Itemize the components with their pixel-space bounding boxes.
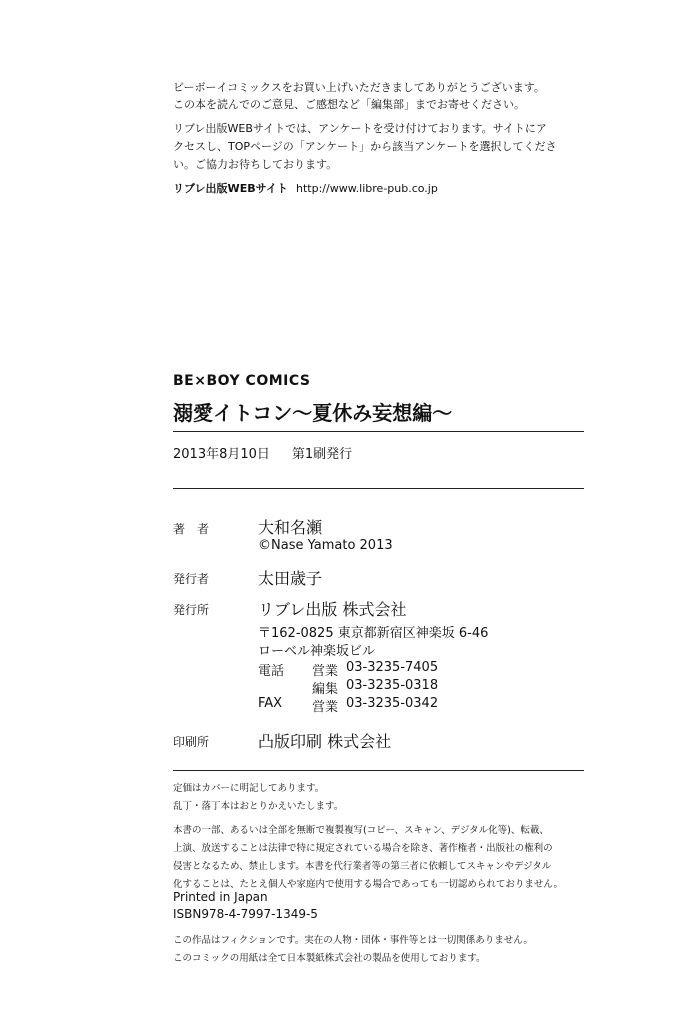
author-label: 著 者: [173, 522, 210, 536]
copyright-notice-1: 本書の一部、あるいは全部を無断で複製複写(コピー、スキャン、デジタル化等)、転載、: [173, 825, 549, 836]
colophon-divider: [173, 770, 584, 771]
fax-label: FAX: [258, 696, 283, 711]
copyright-notice-4: 化することは、たとえ個人や家庭内で使用する場合であっても一切認められておりません。: [173, 879, 563, 890]
address-line-1: 〒162-0825 東京都新宿区神楽坂 6-46: [258, 626, 489, 641]
sales-tel: 03-3235-7405: [346, 660, 439, 675]
printer-name: 凸版印刷 株式会社: [258, 732, 392, 751]
sales-label: 営業: [312, 664, 339, 679]
publication-date: 2013年8月10日: [173, 447, 270, 462]
fiction-note: この作品はフィクションです。実在の人物・団体・事件等とは一切関係ありません。: [173, 935, 533, 946]
title-divider: [173, 431, 584, 432]
price-note: 定価はカバーに明記してあります。: [173, 783, 325, 794]
fax-sales-label: 営業: [312, 700, 339, 715]
copyright: ©Nase Yamato 2013: [258, 538, 393, 553]
edition: 第1刷発行: [291, 447, 353, 462]
thanks-line-5: い。ご協力お待ちしております。: [173, 158, 338, 171]
author-name: 大和名瀬: [258, 518, 323, 537]
copyright-notice-3: 侵害となるため、禁止します。本書を代行業者等の第三者に依頼してスキャンやデジタル: [173, 861, 552, 872]
publisher-person: 太田歳子: [258, 569, 323, 588]
thanks-line-4: クセスし、TOPページの「アンケート」から該当アンケートを選択してくださ: [173, 140, 557, 153]
thanks-line-1: ビーボーイコミックスをお買い上げいただきましてありがとうございます。: [173, 81, 545, 94]
printed-in-japan: Printed in Japan: [173, 890, 268, 904]
series-name: BE×BOY COMICS: [173, 373, 311, 389]
replacement-note: 乱丁・落丁本はおとりかえいたします。: [173, 801, 344, 812]
date-divider: [173, 488, 584, 489]
address-line-2: ローベル神楽坂ビル: [258, 644, 376, 659]
publisher-person-label: 発行者: [173, 572, 210, 586]
editorial-tel: 03-3235-0318: [346, 678, 439, 693]
web-site-url[interactable]: http://www.libre-pub.co.jp: [296, 182, 438, 195]
copyright-notice-2: 上演、放送することは法律で特に規定されている場合を除き、著作権者・出版社の権利の: [173, 843, 553, 854]
publisher-label: 発行所: [173, 603, 210, 617]
editorial-label: 編集: [312, 682, 339, 697]
web-site-label: リブレ出版WEBサイト: [173, 182, 288, 195]
thanks-line-2: この本を読んでのご意見、ご感想など「編集部」までお寄せください。: [173, 98, 525, 111]
publisher-name: リブレ出版 株式会社: [258, 600, 407, 619]
publication-date-line: [173, 443, 352, 462]
tel-label: 電話: [258, 664, 285, 679]
isbn: ISBN978-4-7997-1349-5: [173, 907, 318, 921]
paper-note: このコミックの用紙は全て日本製紙株式会社の製品を使用しております。: [173, 953, 486, 964]
thanks-line-3: リブレ出版WEBサイトでは、アンケートを受け付けております。サイトにア: [173, 122, 547, 135]
printer-label: 印刷所: [173, 735, 210, 749]
fax-number: 03-3235-0342: [346, 696, 439, 711]
book-title: 溺愛イトコン～夏休み妄想編～: [173, 401, 453, 425]
